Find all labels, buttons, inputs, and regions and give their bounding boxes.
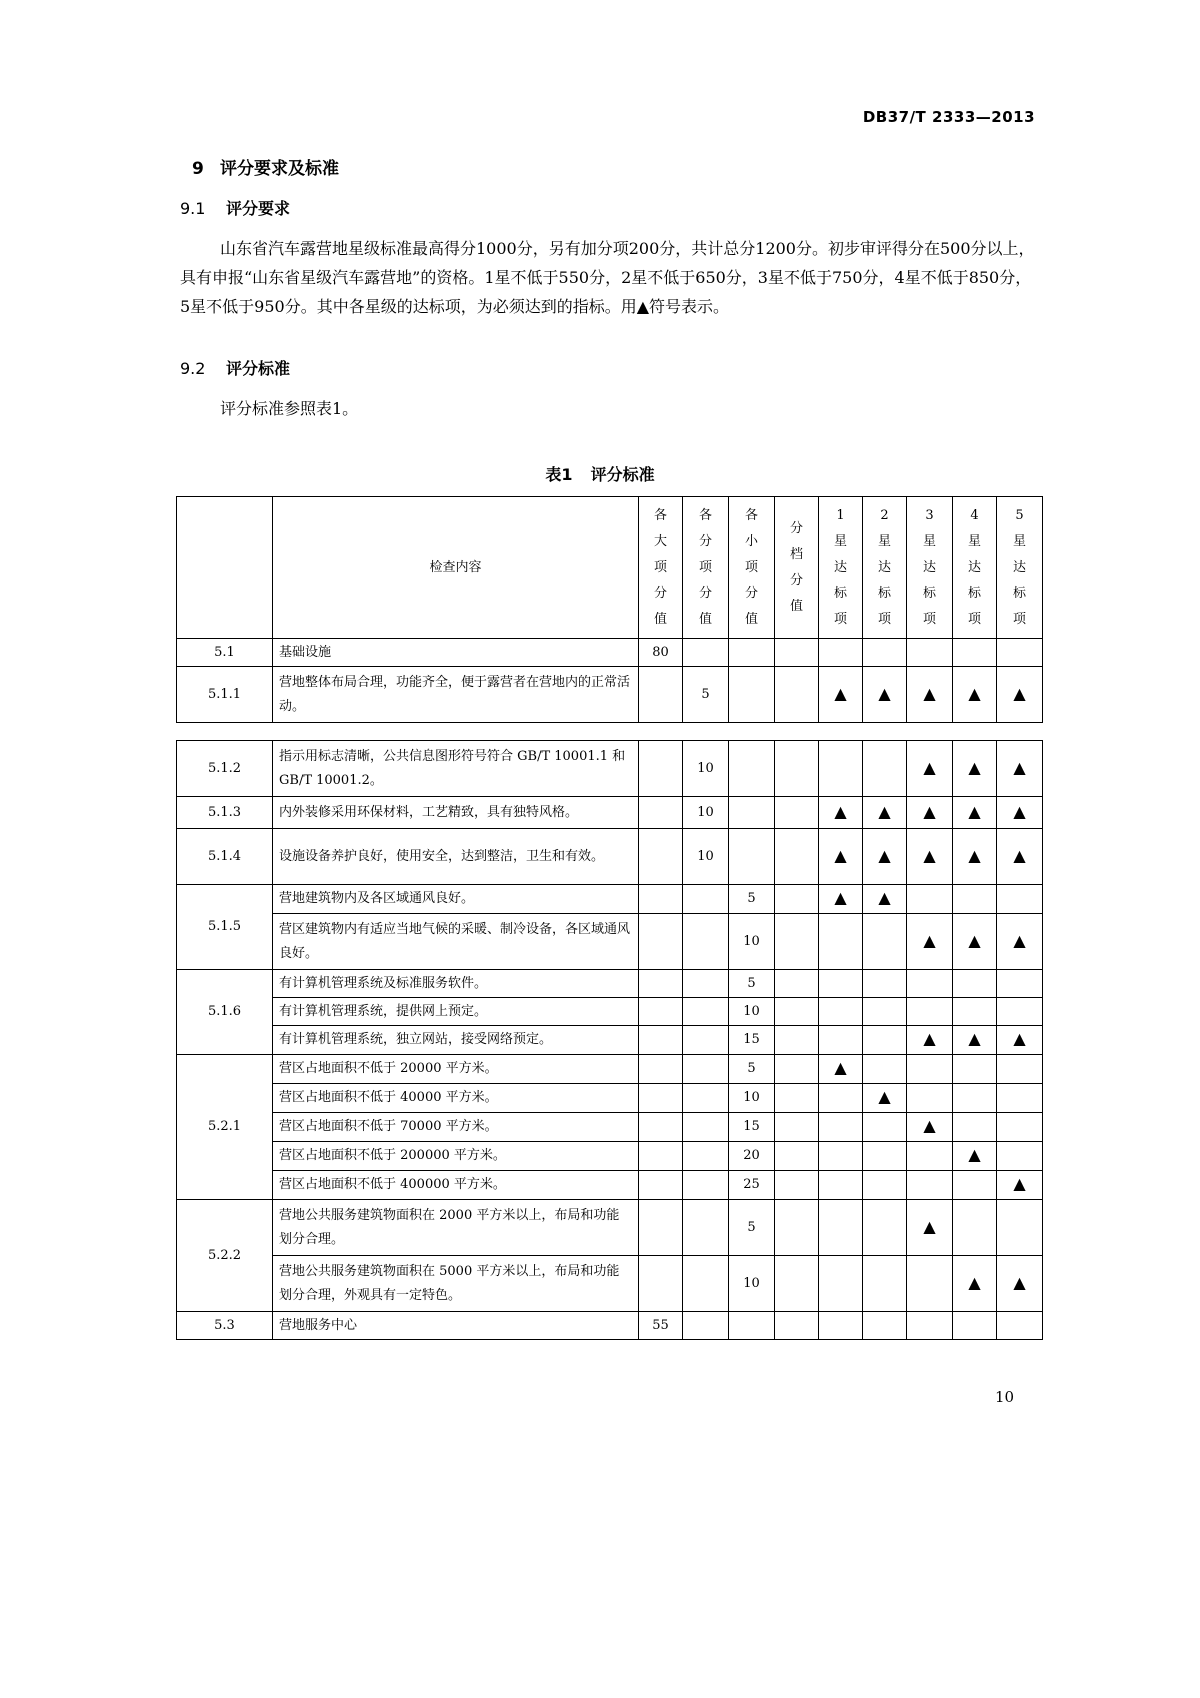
header-star1: 1星达标项 (833, 507, 847, 627)
sub-score: 20 (729, 1142, 775, 1171)
triangle-icon: ▲ (923, 683, 936, 703)
row-content: 营地整体布局合理，功能齐全，便于露营者在营地内的正常活动。 (273, 667, 639, 723)
row-code: 5.3 (177, 1312, 273, 1340)
sub-score: 10 (729, 1256, 775, 1312)
scoring-table-part-1 (176, 496, 1043, 723)
row-content: 营区占地面积不低于 40000 平方米。 (273, 1084, 639, 1113)
triangle-icon: ▲ (968, 845, 981, 865)
table-row (177, 797, 1043, 829)
table-number: 表1 (545, 465, 573, 484)
section-number: 9.1 (180, 199, 206, 218)
row-code: 5.2.1 (177, 1055, 273, 1200)
triangle-icon: ▲ (834, 888, 847, 907)
triangle-icon: ▲ (1013, 683, 1026, 703)
table-row (177, 741, 1043, 797)
header-sub-score: 各小项分值 (744, 507, 758, 627)
triangle-icon: ▲ (968, 757, 981, 777)
major-score: 80 (639, 639, 683, 667)
row-code: 5.1 (177, 639, 273, 667)
table-row (177, 1200, 1043, 1256)
table-row (177, 970, 1043, 998)
sub-score: 5 (729, 885, 775, 914)
row-content: 指示用标志清晰，公共信息图形符号符合 GB/T 10001.1 和 GB/T 10001.2。 (273, 741, 639, 797)
major-score: 55 (639, 1312, 683, 1340)
row-content: 营地服务中心 (273, 1312, 639, 1340)
header-code-cell (177, 497, 273, 639)
table-row (177, 1026, 1043, 1055)
triangle-icon: ▲ (968, 801, 981, 821)
page-number: 10 (995, 1388, 1015, 1406)
row-content: 有计算机管理系统，独立网站，接受网络预定。 (273, 1026, 639, 1055)
row-code: 5.1.5 (177, 885, 273, 970)
header-star5: 5星达标项 (1012, 507, 1026, 627)
triangle-icon: ▲ (1013, 930, 1026, 950)
sub-score: 5 (729, 1055, 775, 1084)
header-item-score: 各分项分值 (698, 507, 712, 627)
table-row (177, 998, 1043, 1026)
sub-score: 5 (729, 1200, 775, 1256)
triangle-icon: ▲ (923, 801, 936, 821)
section-9-heading (192, 154, 339, 179)
table-row (177, 1113, 1043, 1142)
triangle-icon: ▲ (834, 1058, 847, 1077)
header-star2: 2星达标项 (877, 507, 891, 627)
table-header-row (177, 497, 1043, 639)
row-content: 营地公共服务建筑物面积在 2000 平方米以上，布局和功能划分合理。 (273, 1200, 639, 1256)
table-row (177, 914, 1043, 970)
sub-score: 15 (729, 1113, 775, 1142)
table-caption (0, 462, 1200, 485)
header-star4: 4星达标项 (967, 507, 981, 627)
header-grade-score: 分档分值 (789, 520, 803, 614)
section-9-2-heading (180, 356, 290, 379)
item-score: 10 (683, 829, 729, 885)
triangle-icon: ▲ (923, 757, 936, 777)
header-star3: 3星达标项 (922, 507, 936, 627)
row-code: 5.1.1 (177, 667, 273, 723)
row-code: 5.1.6 (177, 970, 273, 1055)
row-content: 营区占地面积不低于 400000 平方米。 (273, 1171, 639, 1200)
triangle-icon: ▲ (968, 1029, 981, 1048)
triangle-icon: ▲ (878, 683, 891, 703)
table-row (177, 829, 1043, 885)
triangle-icon: ▲ (1013, 1174, 1026, 1193)
sub-score: 10 (729, 998, 775, 1026)
section-title: 评分要求及标准 (220, 159, 339, 179)
item-score: 5 (683, 667, 729, 723)
row-content: 营地公共服务建筑物面积在 5000 平方米以上，布局和功能划分合理，外观具有一定特色。 (273, 1256, 639, 1312)
sub-score: 10 (729, 914, 775, 970)
table-title: 评分标准 (590, 465, 655, 484)
sub-score: 25 (729, 1171, 775, 1200)
triangle-icon: ▲ (878, 888, 891, 907)
triangle-icon: ▲ (834, 845, 847, 865)
table-row (177, 1312, 1043, 1340)
scoring-requirements-paragraph: 山东省汽车露营地星级标准最高得分1000分，另有加分项200分，共计总分1200分。初步审评得分在500分以上，具有申报“山东省星级汽车露营地”的资格。1星不低于550分，2星不低于650分，3星不低于750分，4星不低于850分，5星不低于950分。其中各星级的达标项，为必须达到的指标。用▲符号表示。 (180, 239, 1035, 316)
row-content: 设施设备养护良好，使用安全，达到整洁，卫生和有效。 (273, 829, 639, 885)
document-code: DB37/T 2333—2013 (862, 108, 1035, 126)
row-content: 营区建筑物内有适应当地气候的采暖、制冷设备，各区域通风良好。 (273, 914, 639, 970)
triangle-icon: ▲ (834, 801, 847, 821)
triangle-icon: ▲ (968, 1145, 981, 1164)
section-9-1-heading (180, 196, 290, 219)
sub-score: 10 (729, 1084, 775, 1113)
row-code: 5.2.2 (177, 1200, 273, 1312)
table-row (177, 1256, 1043, 1312)
section-title: 评分标准 (226, 359, 291, 378)
sub-score: 5 (729, 970, 775, 998)
table-row (177, 1084, 1043, 1113)
triangle-icon: ▲ (923, 1216, 936, 1236)
header-major-score: 各大项分值 (653, 507, 667, 627)
scoring-table-part-2 (176, 740, 1043, 1340)
row-content: 营地建筑物内及各区域通风良好。 (273, 885, 639, 914)
triangle-icon: ▲ (968, 1272, 981, 1292)
row-content: 有计算机管理系统及标准服务软件。 (273, 970, 639, 998)
table-row (177, 667, 1043, 723)
scoring-standard-paragraph: 评分标准参照表1。 (220, 399, 359, 418)
table-row (177, 885, 1043, 914)
triangle-icon: ▲ (1013, 1272, 1026, 1292)
table-row (177, 1171, 1043, 1200)
row-content: 基础设施 (273, 639, 639, 667)
row-content: 营区占地面积不低于 200000 平方米。 (273, 1142, 639, 1171)
triangle-icon: ▲ (1013, 845, 1026, 865)
item-score: 10 (683, 741, 729, 797)
triangle-icon: ▲ (923, 1116, 936, 1135)
row-code: 5.1.4 (177, 829, 273, 885)
triangle-icon: ▲ (968, 683, 981, 703)
row-content: 有计算机管理系统，提供网上预定。 (273, 998, 639, 1026)
header-content: 检查内容 (273, 497, 639, 639)
table-row (177, 1142, 1043, 1171)
row-content: 营区占地面积不低于 20000 平方米。 (273, 1055, 639, 1084)
row-code: 5.1.2 (177, 741, 273, 797)
triangle-icon: ▲ (834, 683, 847, 703)
table-row (177, 1055, 1043, 1084)
triangle-icon: ▲ (968, 930, 981, 950)
triangle-icon: ▲ (923, 930, 936, 950)
triangle-icon: ▲ (878, 801, 891, 821)
sub-score: 15 (729, 1026, 775, 1055)
triangle-icon: ▲ (923, 1029, 936, 1048)
row-content: 营区占地面积不低于 70000 平方米。 (273, 1113, 639, 1142)
section-number: 9 (192, 159, 204, 179)
row-code: 5.1.3 (177, 797, 273, 829)
item-score: 10 (683, 797, 729, 829)
table-row (177, 639, 1043, 667)
triangle-icon: ▲ (878, 845, 891, 865)
row-content: 内外装修采用环保材料，工艺精致，具有独特风格。 (273, 797, 639, 829)
triangle-icon: ▲ (1013, 1029, 1026, 1048)
section-title: 评分要求 (226, 199, 291, 218)
section-number: 9.2 (180, 359, 206, 378)
triangle-icon: ▲ (923, 845, 936, 865)
triangle-icon: ▲ (1013, 757, 1026, 777)
triangle-icon: ▲ (1013, 801, 1026, 821)
triangle-icon: ▲ (878, 1087, 891, 1106)
